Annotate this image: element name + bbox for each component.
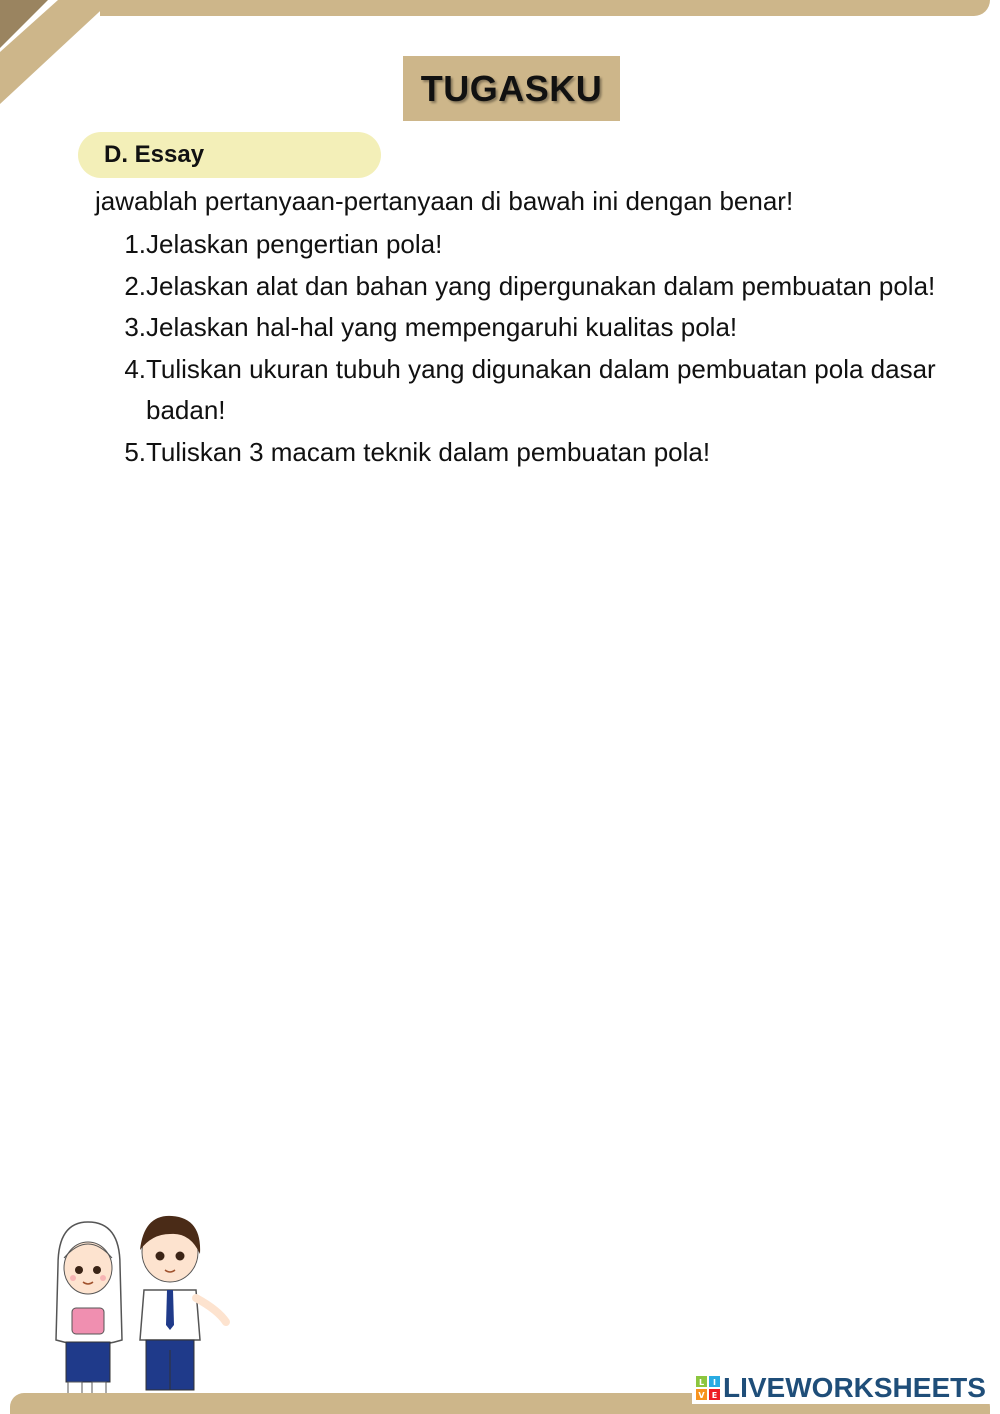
title-banner: [403, 56, 620, 121]
svg-text:V: V: [698, 1391, 705, 1400]
question-number: 3.: [124, 312, 146, 342]
liveworksheets-wordmark: LIVEWORKSHEETS: [723, 1372, 986, 1403]
corner-decoration: [0, 0, 115, 110]
question-text: Jelaskan alat dan bahan yang dipergunakan dalam pembuatan pola!: [146, 270, 936, 301]
question-item: [118, 432, 938, 474]
section-label-pill: [78, 132, 381, 178]
svg-text:I: I: [713, 1378, 716, 1387]
page-title: TUGASKU: [420, 67, 603, 109]
boy-student-figure: [140, 1216, 226, 1405]
question-list: [118, 224, 938, 473]
instruction-text: jawablah pertanyaan-pertanyaan di bawah ini dengan benar!: [95, 186, 794, 216]
liveworksheets-logo-icon: [696, 1376, 720, 1400]
question-item: [118, 266, 938, 308]
svg-text:L: L: [698, 1378, 705, 1387]
question-item: [118, 307, 938, 349]
question-text: Tuliskan ukuran tubuh yang digunakan dalam pembuatan pola dasar badan!: [146, 353, 936, 425]
question-number: 4.: [124, 353, 146, 384]
top-decor-bar: [100, 0, 990, 16]
svg-text:E: E: [711, 1391, 718, 1400]
girl-student-figure: [56, 1222, 122, 1405]
students-illustration: [40, 1210, 240, 1410]
section-label: D. Essay: [104, 141, 205, 168]
question-number: 5.: [124, 436, 146, 467]
question-text: Jelaskan pengertian pola!: [146, 229, 443, 259]
question-number: 1.: [124, 229, 146, 259]
question-item: [118, 349, 938, 432]
question-number: 2.: [124, 270, 146, 301]
liveworksheets-brand: [692, 1372, 990, 1404]
question-text: Jelaskan hal-hal yang mempengaruhi kualitas pola!: [146, 312, 738, 342]
question-item: [118, 224, 938, 266]
question-text: Tuliskan 3 macam teknik dalam pembuatan pola!: [146, 436, 711, 467]
